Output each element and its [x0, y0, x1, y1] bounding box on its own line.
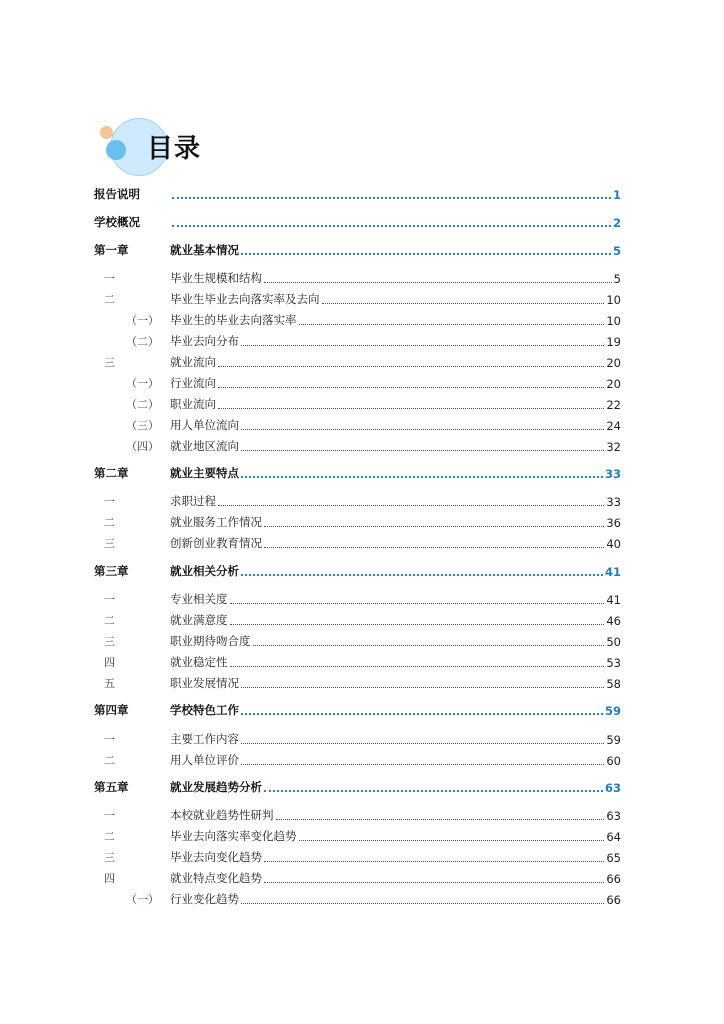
toc-entry-number: （一）: [126, 893, 159, 906]
toc-page-number: 40: [606, 537, 621, 551]
toc-entry-body: [170, 675, 621, 691]
toc-page-number: 64: [606, 830, 621, 844]
toc-page-number: 5: [612, 244, 621, 258]
toc-entry[interactable]: [94, 849, 621, 865]
toc-entry[interactable]: [94, 333, 621, 349]
toc-entry-label: 专业相关度: [170, 592, 228, 606]
toc-entry-body: [170, 216, 621, 230]
toc-entry-number: （二）: [126, 335, 159, 348]
toc-page-number: 65: [606, 851, 621, 865]
toc-entry-number: 第五章: [94, 780, 129, 794]
toc-page-number: 41: [606, 593, 621, 607]
toc-entry-number: （二）: [126, 398, 159, 411]
toc-entry[interactable]: [94, 702, 621, 718]
toc-entry[interactable]: [94, 654, 621, 670]
toc-dot-leader: [276, 819, 605, 820]
toc-page-number: 59: [606, 733, 621, 747]
toc-dot-leader: [299, 840, 605, 841]
toc-entry-number: 一: [104, 733, 115, 746]
toc-entry-body: [170, 270, 621, 286]
toc-dot-leader: [172, 225, 611, 227]
toc-entry-label: 就业特点变化趋势: [170, 871, 262, 885]
toc-dot-leader: [253, 645, 605, 646]
toc-entry-number: 一: [104, 809, 115, 822]
toc-entry-label: 就业满意度: [170, 613, 228, 627]
toc-entry-number: 报告说明: [94, 187, 140, 201]
toc-dot-leader: [241, 476, 603, 478]
toc-entry-label: 学校特色工作: [170, 703, 239, 717]
toc-page-number: 36: [606, 516, 621, 530]
toc-entry[interactable]: [94, 493, 621, 509]
toc-page-number: 20: [606, 356, 621, 370]
toc-entry-label: 求职过程: [170, 494, 216, 508]
toc-entry-body: [170, 849, 621, 865]
toc-entry-number: 第三章: [94, 564, 129, 578]
toc-entry-label: 就业发展趋势分析: [170, 780, 262, 794]
toc-entry-body: [170, 396, 621, 412]
toc-page-number: 10: [606, 314, 621, 328]
toc-entry-label: 职业期待吻合度: [170, 634, 251, 648]
toc-entry-label: 创新创业教育情况: [170, 536, 262, 550]
toc-page-number: 66: [606, 893, 621, 907]
toc-entry-label: 用人单位流向: [170, 418, 239, 432]
toc-entry-body: [170, 828, 621, 844]
toc-entry-label: 用人单位评价: [170, 753, 239, 767]
toc-page-number: 20: [606, 377, 621, 391]
toc-entry-label: 行业流向: [170, 376, 216, 390]
toc-page-number: 32: [606, 440, 621, 454]
toc-entry-body: [170, 242, 621, 258]
toc-entry-number: 二: [104, 830, 115, 843]
toc-dot-leader: [241, 743, 604, 744]
toc-dot-leader: [264, 547, 604, 548]
toc-dot-leader: [241, 687, 604, 688]
toc-entry-number: 二: [104, 516, 115, 529]
toc-dot-leader: [264, 861, 604, 862]
toc-entry-label: 职业发展情况: [170, 676, 239, 690]
toc-entry-number: 一: [104, 495, 115, 508]
toc-dot-leader: [299, 324, 605, 325]
toc-dot-leader: [241, 574, 603, 576]
toc-dot-leader: [322, 303, 605, 304]
toc-entry-label: 毕业生规模和结构: [170, 271, 262, 285]
toc-entry[interactable]: [94, 675, 621, 691]
toc-entry-body: [170, 752, 621, 768]
toc-entry-body: [170, 375, 621, 391]
toc-dot-leader: [241, 713, 603, 715]
toc-page-number: 63: [606, 809, 621, 823]
toc-entry[interactable]: [94, 214, 621, 230]
toc-entry[interactable]: [94, 438, 621, 454]
toc-page-number: 59: [604, 704, 621, 718]
toc-page-number: 1: [612, 188, 621, 202]
toc-entry-body: [170, 188, 621, 202]
toc-entry-body: [170, 612, 621, 628]
toc-entry-number: 三: [104, 851, 115, 864]
toc-entry[interactable]: [94, 612, 621, 628]
toc-entry-number: 第四章: [94, 703, 129, 717]
toc-page-number: 53: [606, 656, 621, 670]
toc-entry-body: [170, 354, 621, 370]
toc-entry-number: 一: [104, 593, 115, 606]
toc-entry[interactable]: [94, 465, 621, 481]
toc-dot-leader: [264, 882, 604, 883]
toc-entry-label: 毕业生毕业去向落实率及去向: [170, 292, 320, 306]
toc-entry[interactable]: [94, 633, 621, 649]
toc-entry-body: [170, 633, 621, 649]
toc-dot-leader: [241, 253, 611, 255]
toc-entry-number: 四: [104, 656, 115, 669]
toc-entry-body: [170, 333, 621, 349]
toc-dot-leader: [218, 505, 604, 506]
toc-entry[interactable]: [94, 396, 621, 412]
toc-entry-number: 第一章: [94, 243, 129, 257]
toc-entry-label: 毕业生的毕业去向落实率: [170, 313, 297, 327]
toc-entry-label: 主要工作内容: [170, 732, 239, 746]
toc-dot-leader: [218, 366, 604, 367]
toc-page-number: 50: [606, 635, 621, 649]
toc-entry[interactable]: [94, 375, 621, 391]
toc-entry-body: [170, 291, 621, 307]
toc-page-number: 19: [606, 335, 621, 349]
toc-entry[interactable]: [94, 312, 621, 328]
toc-entry-body: [170, 870, 621, 886]
toc-page-number: 5: [613, 272, 621, 286]
toc-page-number: 24: [606, 419, 621, 433]
toc-entry[interactable]: [94, 828, 621, 844]
toc-entry-number: 二: [104, 293, 115, 306]
toc-dot-leader: [241, 450, 604, 451]
toc-entry-number: 第二章: [94, 466, 129, 480]
toc-entry-number: 学校概况: [94, 215, 140, 229]
page-title: 目录: [147, 134, 202, 164]
toc-entry[interactable]: [94, 514, 621, 530]
toc-entry-body: [170, 731, 621, 747]
toc-dot-leader: [264, 526, 604, 527]
toc-entry-body: [170, 514, 621, 530]
toc-entry-body: [170, 493, 621, 509]
toc-entry[interactable]: [94, 752, 621, 768]
toc-page-number: 41: [604, 565, 621, 579]
toc-entry-body: [170, 779, 621, 795]
toc-page-number: 46: [606, 614, 621, 628]
toc-entry-label: 毕业去向落实率变化趋势: [170, 829, 297, 843]
toc-entry-number: （一）: [126, 314, 159, 327]
toc-entry-label: 职业流向: [170, 397, 216, 411]
toc-entry-body: [170, 417, 621, 433]
toc-page-number: 10: [606, 293, 621, 307]
toc-entry-label: 就业主要特点: [170, 466, 239, 480]
toc-entry-label: 就业服务工作情况: [170, 515, 262, 529]
toc-entry-label: 就业流向: [170, 355, 216, 369]
toc-page-number: 66: [606, 872, 621, 886]
toc-dot-leader: [241, 429, 604, 430]
toc-entry-number: （四）: [126, 440, 159, 453]
toc-dot-leader: [230, 666, 605, 667]
toc-entry-body: [170, 465, 621, 481]
toc-dot-leader: [264, 790, 603, 792]
toc-entry-body: [170, 312, 621, 328]
toc-entry-label: 行业变化趋势: [170, 892, 239, 906]
toc-entry-label: 毕业去向分布: [170, 334, 239, 348]
toc-dot-leader: [172, 197, 611, 199]
toc-dot-leader: [241, 903, 604, 904]
toc-entry[interactable]: [94, 354, 621, 370]
toc-dot-leader: [218, 408, 604, 409]
toc-entry-label: 就业相关分析: [170, 564, 239, 578]
toc-entry[interactable]: [94, 591, 621, 607]
toc-entry[interactable]: [94, 563, 621, 579]
toc-entry[interactable]: [94, 270, 621, 286]
toc-entry-body: [170, 535, 621, 551]
toc-dot-leader: [264, 282, 612, 283]
toc-entry-body: [170, 891, 621, 907]
toc-page-number: 2: [612, 216, 621, 230]
toc-entry-body: [170, 438, 621, 454]
toc-entry[interactable]: [94, 291, 621, 307]
toc-entry-label: 就业稳定性: [170, 655, 228, 669]
toc-entry-body: [170, 807, 621, 823]
toc-entry-body: [170, 563, 621, 579]
toc-page-number: 33: [606, 495, 621, 509]
toc-entry-number: 三: [104, 356, 115, 369]
toc-entry[interactable]: [94, 417, 621, 433]
toc-page-number: 22: [606, 398, 621, 412]
toc-entry-number: 二: [104, 614, 115, 627]
toc-dot-leader: [230, 603, 605, 604]
toc-page-number: 63: [604, 781, 621, 795]
toc-entry-number: （三）: [126, 419, 159, 432]
toc-entry-body: [170, 702, 621, 718]
toc-entry-body: [170, 591, 621, 607]
toc-entry-body: [170, 654, 621, 670]
toc-page-number: 60: [606, 754, 621, 768]
toc-entry-number: 二: [104, 754, 115, 767]
toc-entry-number: 一: [104, 272, 115, 285]
toc-entry[interactable]: [94, 891, 621, 907]
toc-entry-label: 毕业去向变化趋势: [170, 850, 262, 864]
toc-entry-number: （一）: [126, 377, 159, 390]
toc-entry[interactable]: [94, 535, 621, 551]
toc-entry[interactable]: [94, 870, 621, 886]
toc-entry[interactable]: [94, 186, 621, 202]
toc-page-number: 33: [604, 467, 621, 481]
toc-dot-leader: [241, 345, 604, 346]
toc-dot-leader: [230, 624, 605, 625]
toc-entry[interactable]: [94, 731, 621, 747]
toc-entry-label: 就业基本情况: [170, 243, 239, 257]
toc-entry-number: 五: [104, 677, 115, 690]
toc-dot-leader: [218, 387, 604, 388]
toc-entry[interactable]: [94, 779, 621, 795]
toc-dot-leader: [241, 764, 604, 765]
toc-entry-number: 三: [104, 537, 115, 550]
toc-entry-label: 就业地区流向: [170, 439, 239, 453]
toc-entry-number: 三: [104, 635, 115, 648]
toc-entry[interactable]: [94, 807, 621, 823]
toc-page-number: 58: [606, 677, 621, 691]
toc-entry-label: 本校就业趋势性研判: [170, 808, 274, 822]
toc-entry[interactable]: [94, 242, 621, 258]
toc-entry-number: 四: [104, 872, 115, 885]
